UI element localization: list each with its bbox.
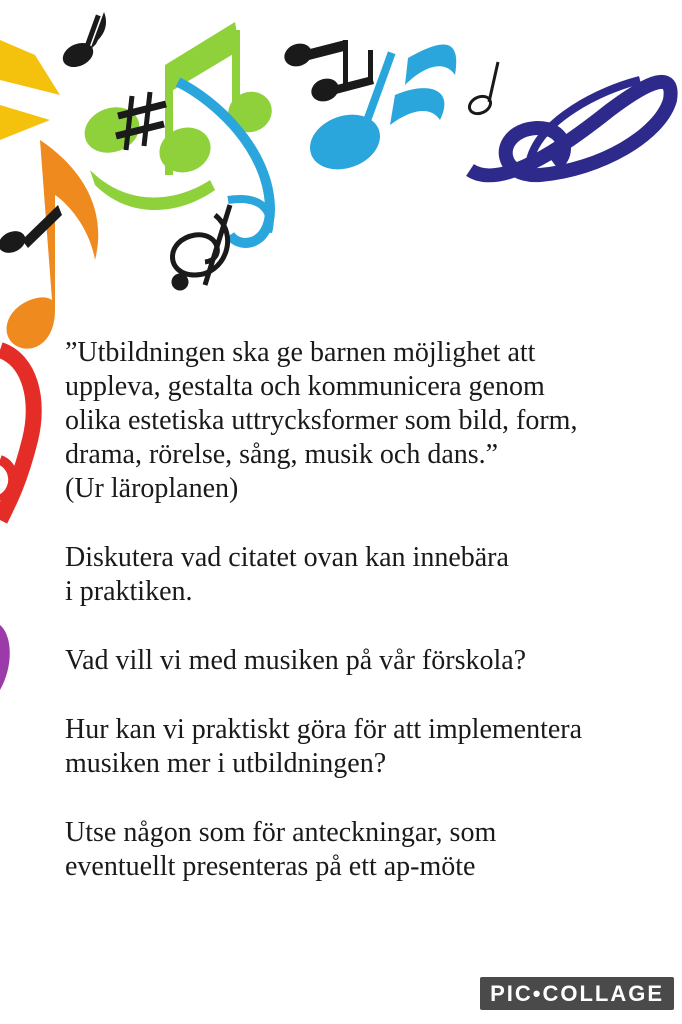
half-note-icon (467, 62, 498, 117)
blue-note-icon (302, 45, 456, 179)
question-2: Vad vill vi med musiken på vår förskola? (65, 645, 527, 676)
text-content (65, 336, 665, 884)
quote-text: ”Utbildningen ska ge barnen möjlighet att uppleva, gestalta och kommunicera genom olika estetiska uttrycksformer som bild, form, drama, rörelse, sång, musik och dans.” (65, 337, 578, 470)
question-4: Utse någon som för anteckningar, som eventuellt presenteras på ett ap-möte (65, 817, 497, 882)
question-3: Hur kan vi praktiskt göra för att implementera musiken mer i utbildningen? (65, 714, 583, 779)
black-beamed-notes-icon (281, 40, 374, 105)
quote-source: (Ur läroplanen) (65, 473, 239, 504)
yellow-note-icon (0, 40, 60, 140)
black-eighth-note-icon (59, 12, 106, 72)
question-1: Diskutera vad citatet ovan kan innebära i praktiken. (65, 542, 509, 607)
green-beamed-notes-icon (78, 22, 277, 210)
navy-treble-clef-icon (470, 80, 671, 175)
red-clef-icon (0, 350, 34, 520)
piccollage-watermark: PIC•COLLAGE (480, 977, 674, 1010)
treble-clef-icon (173, 205, 231, 288)
purple-note-icon (0, 625, 10, 690)
